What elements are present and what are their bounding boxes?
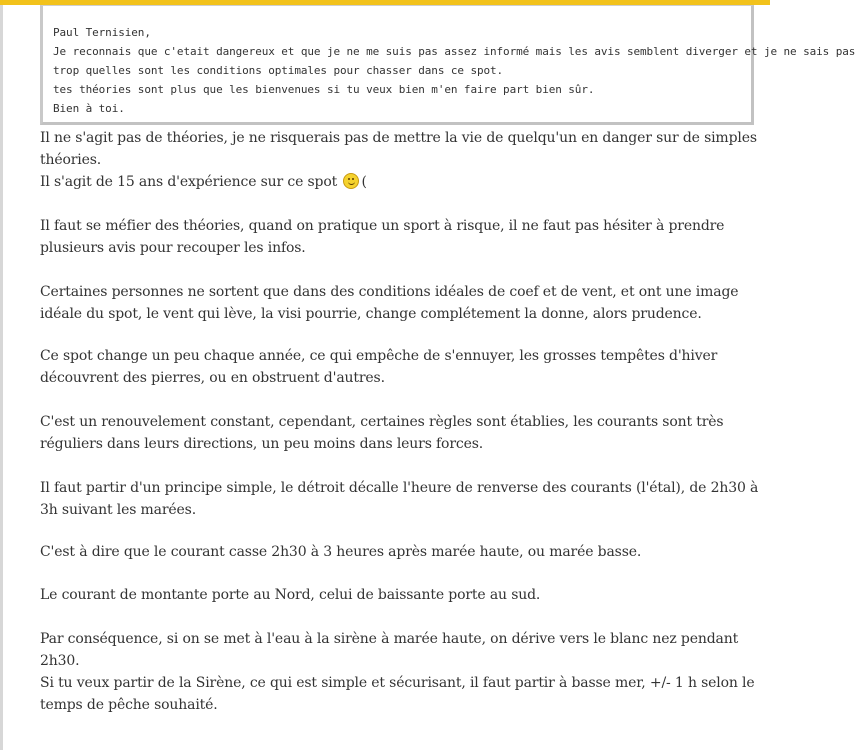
reply-paragraph: Si tu veux partir de la Sirène, ce qui est simple et sécurisant, il faut partir à basse mer, +/- 1 h selon le temps de pêche souhaité. (40, 675, 755, 713)
reply-paragraph: C'est à dire que le courant casse 2h30 à 3 heures après marée haute, ou marée basse. (40, 544, 642, 560)
reply-paragraph: Il faut se méfier des théories, quand on pratique un sport à risque, il ne faut pas hésiter à prendre plusieurs avis pour recouper les infos. (40, 218, 725, 256)
reply-text-suffix: ( (361, 174, 367, 190)
reply-paragraph: Il faut partir d'un principe simple, le détroit décalle l'heure de renverse des courants (l'étal), de 2h30 à 3h suivant les marées. (40, 480, 759, 518)
quote-line: trop quelles sont les conditions optimales pour chasser dans ce spot. (53, 64, 504, 77)
smiley-icon (343, 173, 359, 189)
reply-paragraph: Certaines personnes ne sortent que dans des conditions idéales de coef et de vent, et ont une image idéale du spot, le vent qui lève, la visi pourrie, change complétement la donne, alors prudence. (40, 284, 739, 322)
reply-text: Il s'agit de 15 ans d'expérience sur ce spot (40, 174, 338, 190)
quote-line: Je reconnais que c'etait dangereux et que je ne me suis pas assez informé mais les avis semblent diverger et je ne sais pas (53, 45, 855, 58)
left-border (0, 5, 3, 750)
reply-paragraph: Par conséquence, si on se met à l'eau à la sirène à marée haute, on dérive vers le blanc nez pendant 2h30. (40, 631, 739, 669)
quote-line: Bien à toi. (53, 102, 125, 115)
reply-paragraph: Il ne s'agit pas de théories, je ne risquerais pas de mettre la vie de quelqu'un en danger sur de simples théories. (40, 130, 757, 168)
reply-paragraph: C'est un renouvelement constant, cependant, certaines règles sont établies, les courants sont très réguliers dans leurs directions, un peu moins dans leurs forces. (40, 414, 724, 452)
quoted-message (40, 5, 855, 125)
reply-paragraph (40, 171, 760, 193)
quote-line: tes théories sont plus que les bienvenues si tu veux bien m'en faire part bien sûr. (53, 83, 595, 96)
reply-paragraph: Le courant de montante porte au Nord, celui de baissante porte au sud. (40, 587, 541, 603)
reply-paragraph: Ce spot change un peu chaque année, ce qui empêche de s'ennuyer, les grosses tempêtes d'hiver découvrent des pierres, ou en obstruent d'autres. (40, 348, 718, 386)
quote-line: Paul Ternisien, (53, 26, 151, 39)
